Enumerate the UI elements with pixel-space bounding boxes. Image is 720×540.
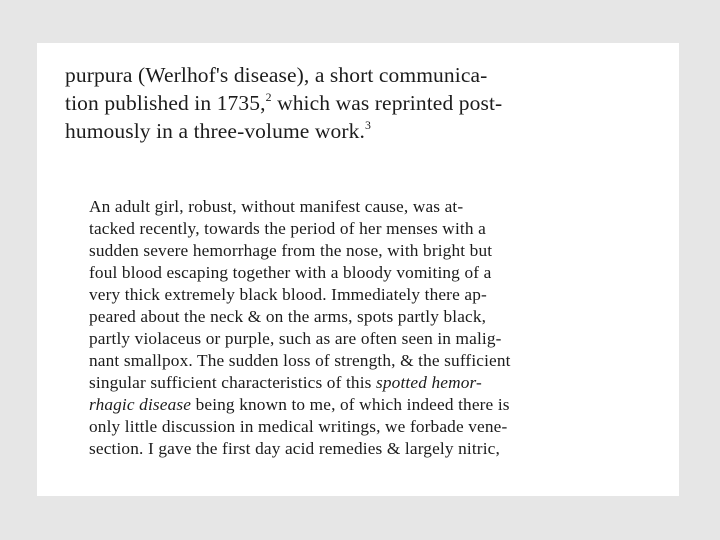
intro-line	[65, 119, 371, 144]
quote-line: partly violaceus or purple, such as are often seen in malig-	[89, 329, 502, 348]
quote-text: singular sufficient characteristics of this	[89, 373, 377, 392]
intro-line	[65, 91, 502, 116]
italic-term: spotted hemor-	[376, 373, 482, 392]
quote-line: only little discussion in medical writings, we forbade vene-	[89, 417, 508, 436]
quote-line: nant smallpox. The sudden loss of strength, & the sufficient	[89, 351, 511, 370]
document-page	[37, 43, 679, 496]
quote-line: An adult girl, robust, without manifest cause, was at-	[89, 197, 464, 216]
quote-text: being known to me, of which indeed there is	[191, 395, 510, 414]
intro-text: tion published in 1735,	[65, 91, 266, 115]
intro-text: purpura (Werlhof's disease), a short communica-	[65, 63, 488, 87]
quote-line: peared about the neck & on the arms, spots partly black,	[89, 307, 487, 326]
footnote-ref: 3	[364, 118, 371, 133]
intro-line	[65, 63, 487, 88]
intro-text: humously in a three-volume work.	[65, 119, 365, 143]
italic-term: rhagic disease	[89, 395, 192, 414]
quote-line: foul blood escaping together with a bloody vomiting of a	[89, 263, 492, 282]
footnote-ref: 2	[265, 90, 272, 105]
quote-line: very thick extremely black blood. Immediately there ap-	[89, 285, 487, 304]
intro-text: which was reprinted post-	[271, 91, 503, 115]
quote-line: sudden severe hemorrhage from the nose, with bright but	[89, 241, 493, 260]
quote-line	[89, 373, 482, 393]
quote-line: tacked recently, towards the period of her menses with a	[89, 219, 486, 238]
quote-line	[89, 395, 510, 415]
quote-line: section. I gave the first day acid remedies & largely nitric,	[89, 439, 500, 458]
